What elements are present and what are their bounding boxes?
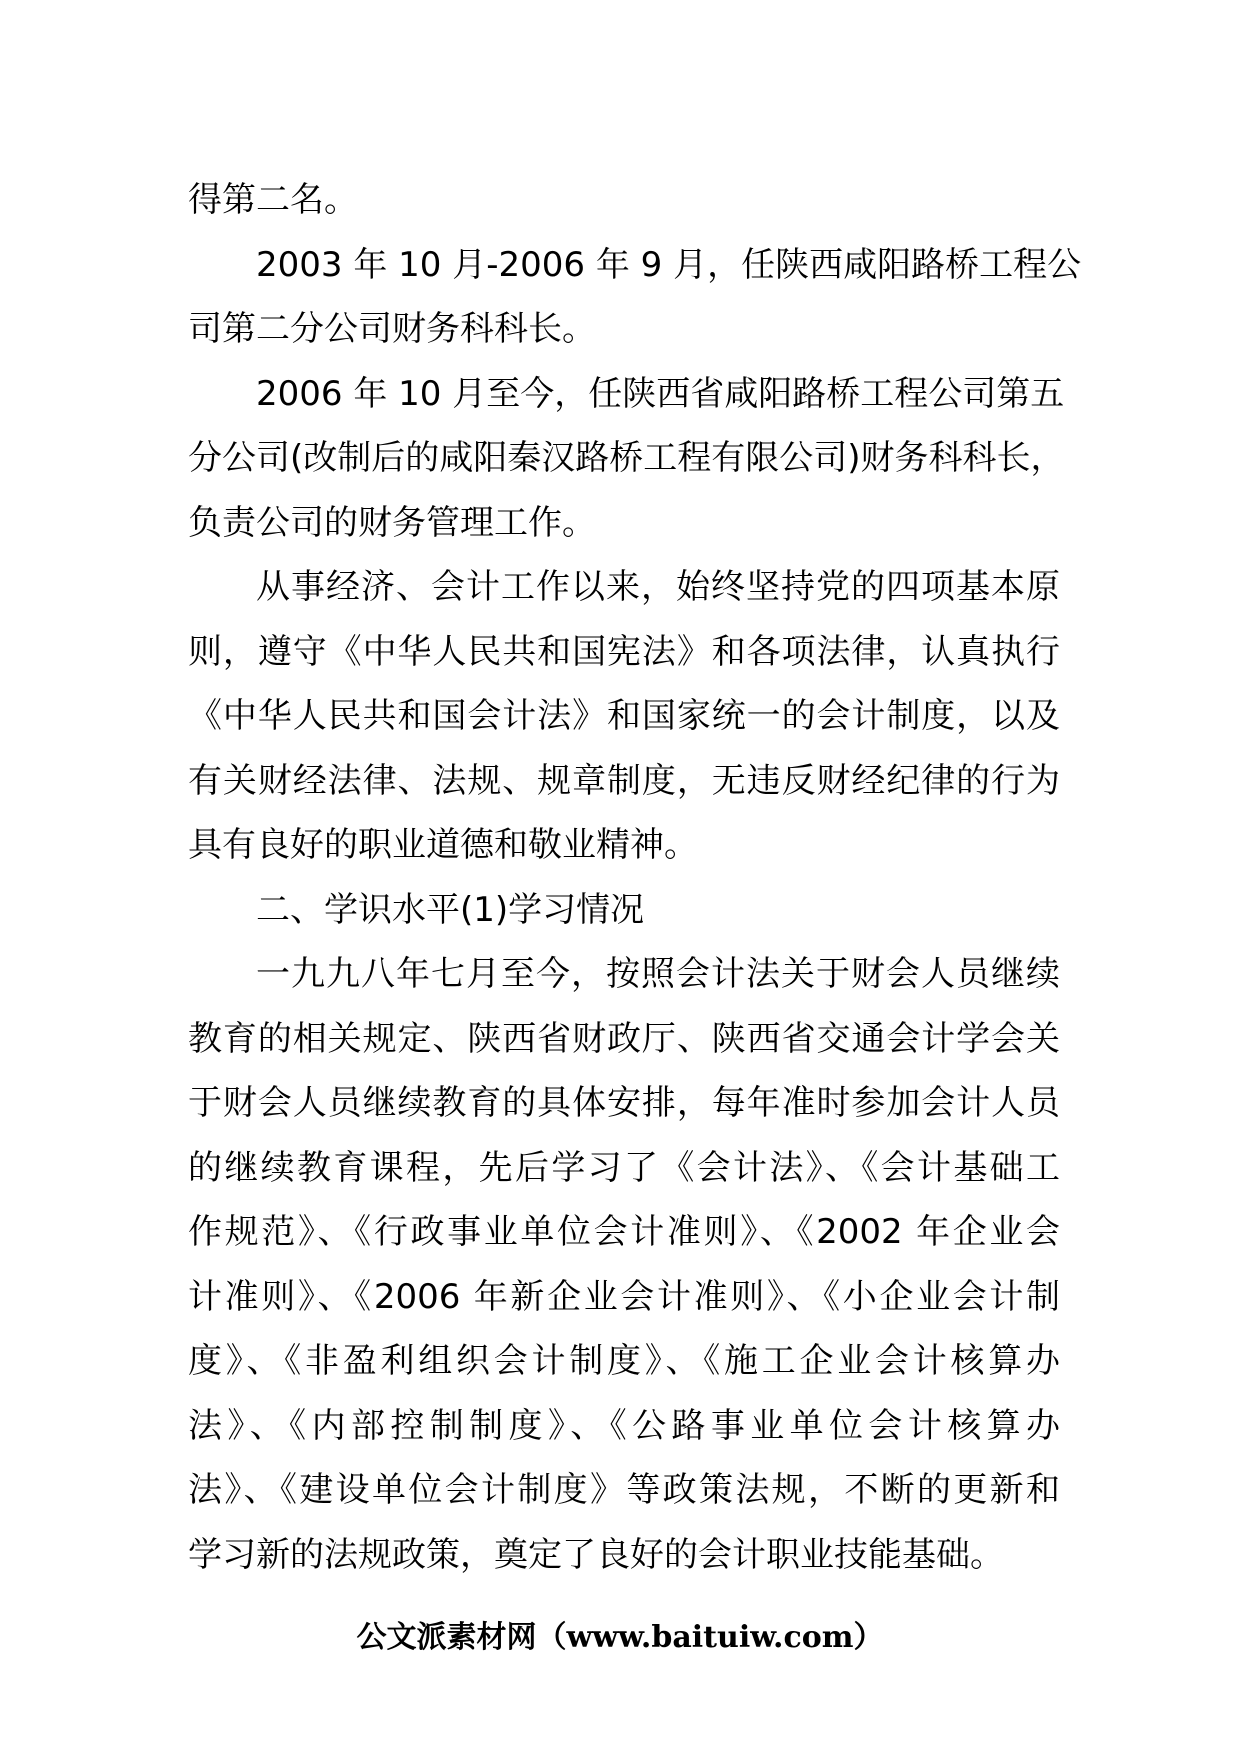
text-line: 《中华人民共和国会计法》和国家统一的会计制度，以及 xyxy=(188,696,1060,736)
text-line: 有关财经法律、法规、规章制度，无违反财经纪律的行为 xyxy=(188,760,1060,801)
text-line: 司第二分公司财务科科长。 xyxy=(188,309,596,349)
document-body xyxy=(188,168,1082,1587)
footer-watermark: 公文派素材网（www.baituiw.com） xyxy=(356,1620,884,1655)
text-line: 教育的相关规定、陕西省财政厅、陕西省交通会计学会关 xyxy=(188,1018,1060,1059)
text-line: 法》、《内部控制制度》、《公路事业单位会计核算办 xyxy=(188,1405,1060,1446)
text-line: 2006 年 10 月至今，任陕西省咸阳路桥工程公司第五 xyxy=(256,373,1065,414)
text-line: 法》、《建设单位会计制度》等政策法规，不断的更新和 xyxy=(188,1470,1060,1510)
text-line: 于财会人员继续教育的具体安排，每年准时参加会计人员 xyxy=(188,1083,1060,1123)
text-line: 从事经济、会计工作以来，始终坚持党的四项基本原 xyxy=(256,567,1060,607)
text-line: 2003 年 10 月-2006 年 9 月，任陕西咸阳路桥工程公 xyxy=(256,244,1082,285)
text-line: 的继续教育课程，先后学习了《会计法》、《会计基础工 xyxy=(188,1147,1060,1188)
text-line: 具有良好的职业道德和敬业精神。 xyxy=(188,825,698,865)
text-line: 作规范》、《行政事业单位会计准则》、《2002 年企业会 xyxy=(188,1212,1060,1252)
text-line: 得第二名。 xyxy=(188,180,358,220)
section-heading: 二、学识水平(1)学习情况 xyxy=(256,889,645,930)
text-line: 分公司(改制后的咸阳秦汉路桥工程有限公司)财务科科长， xyxy=(188,438,1065,478)
text-line: 一九九八年七月至今，按照会计法关于财会人员继续 xyxy=(256,954,1060,994)
text-line: 度》、《非盈利组织会计制度》、《施工企业会计核算办 xyxy=(188,1341,1060,1381)
text-line: 学习新的法规政策，奠定了良好的会计职业技能基础。 xyxy=(188,1534,1004,1575)
text-line: 负责公司的财务管理工作。 xyxy=(188,502,596,543)
text-line: 计准则》、《2006 年新企业会计准则》、《小企业会计制 xyxy=(188,1276,1060,1317)
text-line: 则，遵守《中华人民共和国宪法》和各项法律，认真执行 xyxy=(188,631,1060,672)
